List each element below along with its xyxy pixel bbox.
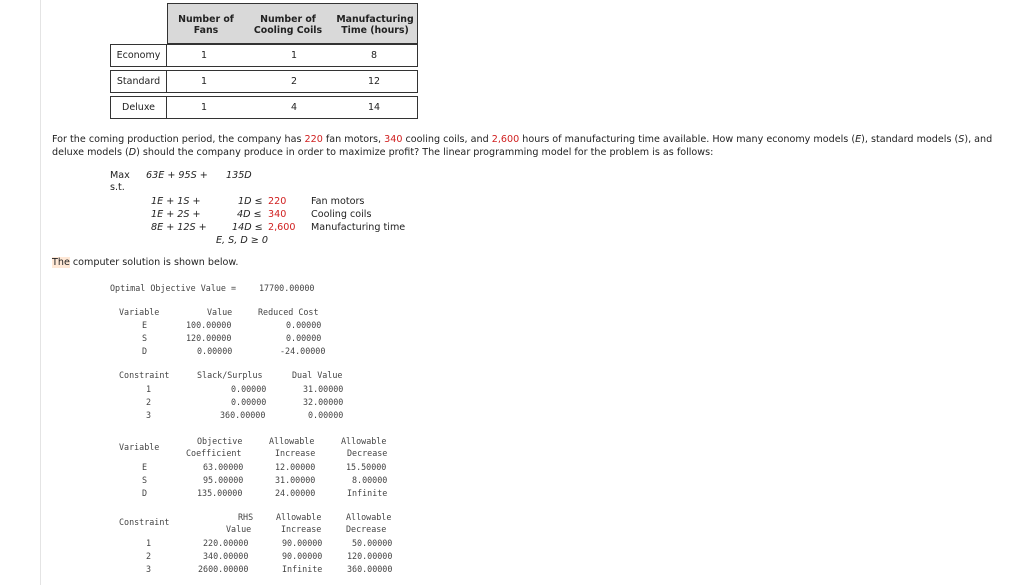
cell-coils: 2	[290, 76, 298, 87]
header-fans: Number of Fans	[178, 13, 234, 36]
con-dual: 0.00000	[308, 410, 344, 420]
obj-coef: 135.00000	[197, 488, 243, 498]
obj-inc: 24.00000	[275, 488, 316, 498]
con-header-slack: Slack/Surplus	[197, 370, 263, 380]
obj-header-increase1: Allowable	[269, 436, 315, 446]
var-reduced: 0.00000	[286, 333, 322, 343]
var-header-variable: Variable	[119, 307, 160, 317]
con-header-dual: Dual Value	[292, 370, 343, 380]
rhs-inc: Infinite	[282, 564, 323, 574]
cell-hours: 12	[367, 76, 381, 87]
cell-coils: 4	[290, 102, 298, 113]
obj-header-decrease2: Decrease	[347, 448, 388, 458]
highlight-word: The	[52, 257, 70, 268]
constraint-name: Cooling coils	[311, 209, 372, 220]
para-text: ), and deluxe models (	[52, 134, 993, 158]
cell-fans: 1	[200, 102, 208, 113]
var-name: S	[142, 333, 148, 343]
rhs-con: 2	[146, 551, 152, 561]
header-time: Manufacturing Time (hours)	[336, 13, 414, 36]
constraint-rhs: 2,600	[268, 222, 296, 233]
var-name: E	[142, 320, 148, 330]
obj-header-variable: Variable	[119, 442, 160, 452]
objective-label: Optimal Objective Value =	[110, 283, 237, 293]
var-e: E	[855, 134, 862, 145]
rhs-dec: 120.00000	[347, 551, 393, 561]
rhs-value: 220.00000	[203, 538, 249, 548]
constraint-lhs2: 4D ≤	[237, 209, 262, 220]
constraint-rhs: 220	[268, 196, 287, 207]
rhs-value: 340.00000	[203, 551, 249, 561]
obj-coef: 95.00000	[203, 475, 244, 485]
table-header	[167, 3, 418, 44]
rhs-header-decrease2: Decrease	[346, 524, 387, 534]
var-value: 120.00000	[186, 333, 232, 343]
st-label: s.t.	[110, 182, 125, 193]
var-header-value: Value	[207, 307, 233, 317]
objective-value: 17700.00000	[259, 283, 315, 293]
rhs-header-increase1: Allowable	[276, 512, 322, 522]
var-reduced: -24.00000	[280, 346, 326, 356]
row-label-deluxe: Deluxe	[110, 96, 167, 119]
var-header-reduced: Reduced Cost	[258, 307, 319, 317]
solution-intro	[52, 257, 238, 268]
obj-var: D	[142, 488, 148, 498]
cell-coils: 1	[290, 50, 298, 61]
fan-motors-value: 220	[304, 134, 323, 145]
cell-hours: 8	[370, 50, 378, 61]
cell-fans: 1	[200, 50, 208, 61]
para-text: ), standard models (	[861, 134, 959, 145]
obj-dec: 15.50000	[346, 462, 387, 472]
rhs-inc: 90.00000	[282, 538, 323, 548]
con-header-constraint: Constraint	[119, 370, 170, 380]
var-reduced: 0.00000	[286, 320, 322, 330]
table-row	[167, 96, 418, 119]
constraint-lhs: 8E + 12S +	[151, 222, 207, 233]
obj-dec: 8.00000	[352, 475, 388, 485]
objective-expr: 63E + 95S +	[146, 170, 208, 181]
para-text: For the coming production period, the company has	[52, 134, 305, 145]
para-text: ) should the company produce in order to maximize profit? The linear programming model for the problem is as follows:	[136, 147, 714, 158]
var-value: 100.00000	[186, 320, 232, 330]
rhs-con: 3	[146, 564, 152, 574]
page-left-border	[40, 0, 41, 585]
con-dual: 31.00000	[303, 384, 344, 394]
obj-header-coefficient: Coefficient	[186, 448, 242, 458]
var-d: D	[128, 147, 137, 158]
row-label-economy: Economy	[110, 44, 167, 67]
constraint-name: Fan motors	[311, 196, 365, 207]
obj-coef: 63.00000	[203, 462, 244, 472]
var-name: D	[142, 346, 148, 356]
con-name: 3	[146, 410, 152, 420]
rhs-header-constraint: Constraint	[119, 517, 170, 527]
constraint-lhs: 1E + 2S +	[151, 209, 201, 220]
rhs-header-increase2: Increase	[281, 524, 322, 534]
problem-paragraph	[52, 133, 1012, 159]
con-slack: 0.00000	[231, 397, 267, 407]
constraint-rhs: 340	[268, 209, 287, 220]
constraint-name: Manufacturing time	[311, 222, 406, 233]
rhs-dec: 360.00000	[347, 564, 393, 574]
hours-value: 2,600	[491, 134, 520, 145]
rhs-header-decrease1: Allowable	[346, 512, 392, 522]
obj-header-objective: Objective	[197, 436, 243, 446]
con-name: 1	[146, 384, 152, 394]
table-row	[167, 70, 418, 93]
con-slack: 360.00000	[220, 410, 266, 420]
cell-fans: 1	[200, 76, 208, 87]
constraint-lhs2: 1D ≤	[238, 196, 263, 207]
nonnegativity: E, S, D ≥ 0	[216, 235, 268, 246]
table-row	[167, 44, 418, 67]
constraint-lhs: 1E + 1S +	[151, 196, 201, 207]
var-value: 0.00000	[197, 346, 233, 356]
obj-inc: 31.00000	[275, 475, 316, 485]
coils-value: 340	[384, 134, 403, 145]
con-dual: 32.00000	[303, 397, 344, 407]
constraint-lhs2: 14D ≤	[232, 222, 263, 233]
objective-expr-d: 135D	[226, 170, 252, 181]
rhs-inc: 90.00000	[282, 551, 323, 561]
obj-header-increase2: Increase	[275, 448, 316, 458]
con-slack: 0.00000	[231, 384, 267, 394]
para-text: fan motors,	[322, 134, 385, 145]
rhs-header-rhs: RHS	[238, 512, 254, 522]
rhs-value: 2600.00000	[198, 564, 249, 574]
product-table	[110, 3, 418, 122]
obj-var: S	[142, 475, 148, 485]
cell-hours: 14	[367, 102, 381, 113]
obj-dec: Infinite	[347, 488, 388, 498]
con-name: 2	[146, 397, 152, 407]
intro-text: computer solution is shown below.	[69, 257, 239, 268]
rhs-con: 1	[146, 538, 152, 548]
obj-var: E	[142, 462, 148, 472]
rhs-header-value: Value	[226, 524, 252, 534]
obj-header-decrease1: Allowable	[341, 436, 387, 446]
rhs-dec: 50.00000	[352, 538, 393, 548]
para-text: hours of manufacturing time available. How many economy models (	[519, 134, 856, 145]
header-coils: Number of Cooling Coils	[253, 13, 323, 36]
max-label: Max	[110, 170, 130, 181]
row-label-standard: Standard	[110, 70, 167, 93]
obj-inc: 12.00000	[275, 462, 316, 472]
var-s: S	[958, 134, 965, 145]
para-text: cooling coils, and	[402, 134, 492, 145]
